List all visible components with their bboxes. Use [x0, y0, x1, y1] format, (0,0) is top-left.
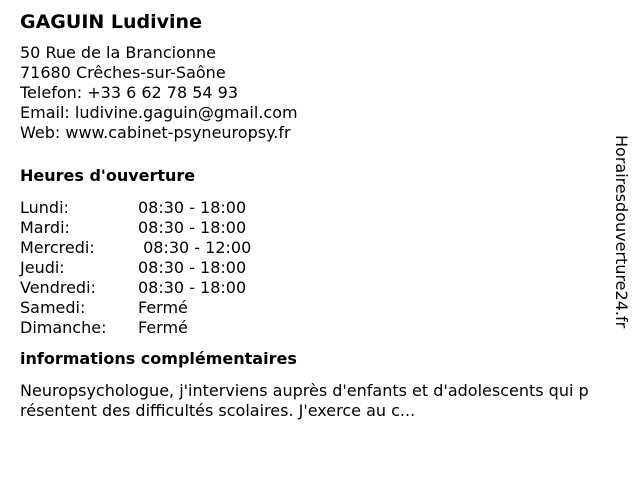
street-address: 50 Rue de la Brancionne [20, 43, 216, 62]
opening-hours-title: Heures d'ouverture [20, 166, 196, 185]
additional-info-text: Neuropsychologue, j'interviens auprès d'enfants et d'adolescents qui présentent des difficultés scolaires. J'exerce au c... [20, 381, 589, 420]
time-value: 08:30 - 18:00 [138, 278, 247, 297]
hours-row-wednesday [20, 238, 610, 258]
hours-row-saturday [20, 298, 610, 318]
time-value: 08:30 - 12:00 [138, 238, 252, 257]
watermark-text: Horairesdouverture24.fr [612, 135, 631, 329]
time-value: 08:30 - 18:00 [138, 218, 247, 237]
hours-row-thursday [20, 258, 610, 278]
phone-number[interactable]: Telefon: +33 6 62 78 54 93 [20, 83, 239, 102]
time-value: 08:30 - 18:00 [138, 198, 247, 217]
hours-row-monday [20, 198, 610, 218]
business-name: GAGUIN Ludivine [20, 11, 202, 33]
day-label: Lundi: [20, 198, 69, 217]
day-label: Samedi: [20, 298, 86, 317]
time-value: Fermé [138, 318, 188, 337]
time-value: 08:30 - 18:00 [138, 258, 247, 277]
hours-row-tuesday [20, 218, 610, 238]
hours-row-sunday [20, 318, 610, 338]
day-label: Mardi: [20, 218, 70, 237]
hours-row-friday [20, 278, 610, 298]
day-label: Mercredi: [20, 238, 95, 257]
day-label: Dimanche: [20, 318, 107, 337]
city-address: 71680 Crêches-sur-Saône [20, 63, 226, 82]
day-label: Vendredi: [20, 278, 96, 297]
email-address[interactable]: Email: ludivine.gaguin@gmail.com [20, 103, 298, 122]
time-value: Fermé [138, 298, 188, 317]
day-label: Jeudi: [20, 258, 65, 277]
contact-block [20, 43, 610, 143]
site-watermark [612, 135, 632, 375]
opening-hours-table [20, 198, 610, 338]
business-card [20, 10, 610, 421]
additional-info-title: informations complémentaires [20, 349, 297, 368]
website-link[interactable]: Web: www.cabinet-psyneuropsy.fr [20, 123, 291, 142]
